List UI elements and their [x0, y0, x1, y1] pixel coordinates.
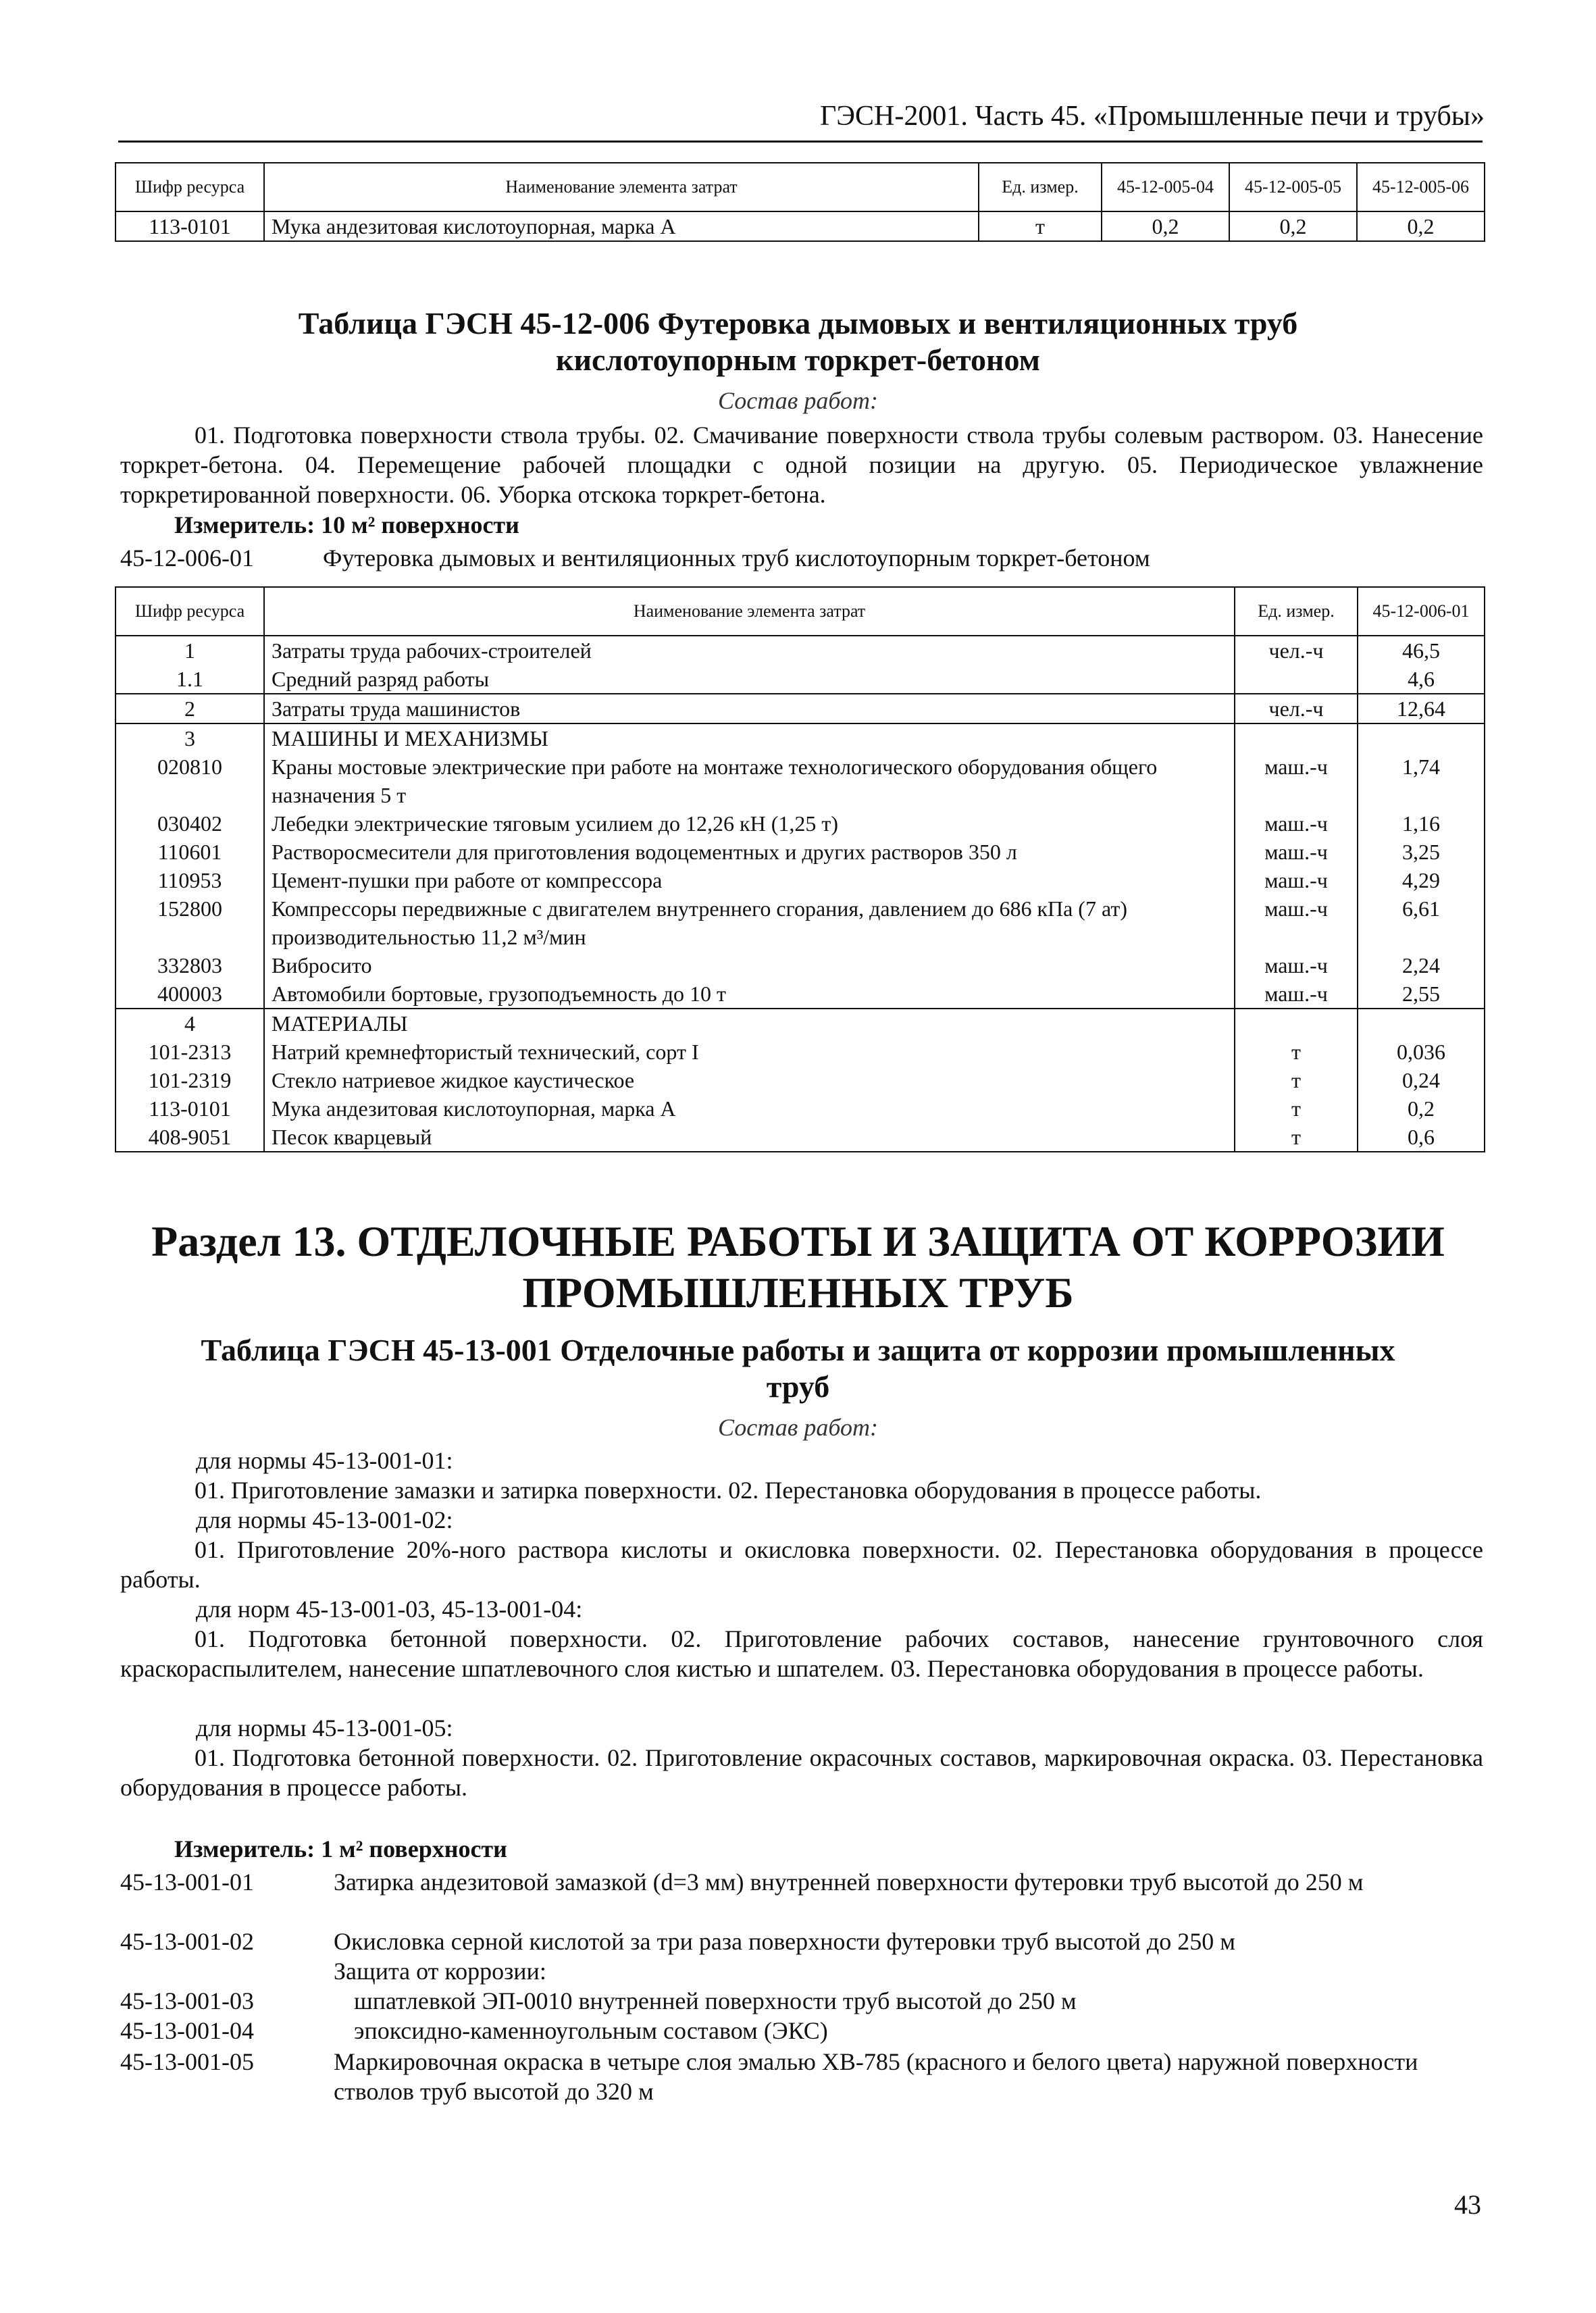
cell-name: Цемент-пушки при работе от компрессора — [264, 866, 1235, 894]
cell-value: 1,74 — [1358, 753, 1485, 809]
header-name: Наименование элемента затрат — [264, 587, 1235, 636]
cell-code: 113-0101 — [115, 211, 264, 241]
composition-subhead: для нормы 45-13-001-05: — [196, 1714, 453, 1742]
cell-value: 0,2 — [1358, 1094, 1485, 1123]
table-row — [115, 894, 1485, 951]
cell-code: 2 — [115, 694, 264, 723]
table-row — [115, 951, 1485, 980]
cell-name: МАШИНЫ И МЕХАНИЗМЫ — [264, 723, 1235, 753]
header-norm: 45-12-005-06 — [1357, 163, 1485, 211]
cell-unit: т — [979, 211, 1102, 241]
cell-unit: маш.-ч — [1235, 980, 1358, 1009]
cell-code: 152800 — [115, 894, 264, 951]
running-head: ГЭСН-2001. Часть 45. «Промышленные печи и трубы» — [819, 101, 1485, 132]
table-title-line: Таблица ГЭСН 45-13-001 Отделочные работы и защита от коррозии промышленных — [201, 1333, 1395, 1367]
table-title-line: кислотоупорным торкрет-бетоном — [556, 342, 1040, 377]
table-row — [115, 723, 1485, 753]
table-row — [115, 665, 1485, 694]
norm-code: 45-13-001-05 — [120, 2048, 254, 2075]
cell-name: Растворосмесители для приготовления водоцементных и других растворов 350 л — [264, 838, 1235, 866]
cell-unit: маш.-ч — [1235, 809, 1358, 838]
cell-unit — [1235, 723, 1358, 753]
cell-value: 3,25 — [1358, 838, 1485, 866]
cell-value — [1358, 1009, 1485, 1038]
cell-unit: маш.-ч — [1235, 838, 1358, 866]
composition-subhead: для норм 45-13-001-03, 45-13-001-04: — [196, 1596, 583, 1623]
norm-entry — [120, 1927, 1483, 1956]
norm-group — [120, 1956, 1483, 1986]
table-row — [115, 1094, 1485, 1123]
norm-entry — [120, 1986, 1483, 2016]
table-row — [115, 694, 1485, 723]
norm-code: 45-12-006-01 — [120, 544, 254, 571]
header-code: Шифр ресурса — [115, 587, 264, 636]
cell-name: Мука андезитовая кислотоупорная, марка А — [264, 211, 979, 241]
table-row — [115, 838, 1485, 866]
norm-code: 45-13-001-02 — [120, 1928, 254, 1955]
header-rule — [118, 141, 1483, 143]
cell-name: Затраты труда рабочих-строителей — [264, 636, 1235, 665]
cell-unit — [1235, 1009, 1358, 1038]
header-code: Шифр ресурса — [115, 163, 264, 211]
table-row — [115, 211, 1485, 241]
norm-text: Маркировочная окраска в четыре слоя эмалью ХВ-785 (красного и белого цвета) наружной поверхности стволов труб высотой до 320 м — [334, 2048, 1418, 2105]
resource-table-45-12-006 — [115, 586, 1485, 1152]
table-row — [115, 1009, 1485, 1038]
norm-text: Футеровка дымовых и вентиляционных труб кислотоупорным торкрет-бетоном — [323, 544, 1150, 571]
cell-value: 0,6 — [1358, 1123, 1485, 1152]
table-body — [115, 636, 1485, 1152]
cell-code: 408-9051 — [115, 1123, 264, 1152]
table-row — [115, 809, 1485, 838]
header-norm: 45-12-005-05 — [1229, 163, 1357, 211]
measure-unit: Измеритель: 10 м² поверхности — [174, 511, 519, 538]
cell-name: Натрий кремнефтористый технический, сорт I — [264, 1038, 1235, 1066]
cell-value: 1,16 — [1358, 809, 1485, 838]
composition-label: Состав работ: — [718, 1414, 878, 1441]
norm-entry — [120, 543, 1483, 573]
norm-group-label: Защита от коррозии: — [334, 1958, 546, 1985]
cell-unit: т — [1235, 1066, 1358, 1094]
composition-subhead: для нормы 45-13-001-02: — [196, 1506, 453, 1533]
measure-unit: Измеритель: 1 м² поверхности — [174, 1835, 507, 1862]
cell-value: 6,61 — [1358, 894, 1485, 951]
cell-value: 0,2 — [1102, 211, 1229, 241]
cell-code: 113-0101 — [115, 1094, 264, 1123]
cell-value: 12,64 — [1358, 694, 1485, 723]
composition-text: 01. Приготовление замазки и затирка поверхности. 02. Перестановка оборудования в процессе работы. — [195, 1477, 1262, 1504]
cell-code: 110601 — [115, 838, 264, 866]
cell-code: 110953 — [115, 866, 264, 894]
cell-value: 0,2 — [1229, 211, 1357, 241]
table-row — [115, 1038, 1485, 1066]
composition-subhead: для нормы 45-13-001-01: — [196, 1447, 453, 1474]
section-title — [0, 1216, 1596, 1319]
table-row — [115, 866, 1485, 894]
cell-unit: маш.-ч — [1235, 894, 1358, 951]
cell-code: 1 — [115, 636, 264, 665]
cell-name: Затраты труда машинистов — [264, 694, 1235, 723]
norm-entry — [120, 2047, 1483, 2106]
table-title-line: Таблица ГЭСН 45-12-006 Футеровка дымовых и вентиляционных труб — [298, 306, 1298, 340]
table-row — [115, 1123, 1485, 1152]
cell-value: 2,55 — [1358, 980, 1485, 1009]
cell-code: 4 — [115, 1009, 264, 1038]
cell-name: Вибросито — [264, 951, 1235, 980]
norm-code: 45-13-001-01 — [120, 1869, 254, 1896]
table-row — [115, 1066, 1485, 1094]
cell-value: 46,5 — [1358, 636, 1485, 665]
norm-text: шпатлевкой ЭП-0010 внутренней поверхности труб высотой до 250 м — [354, 1987, 1077, 2014]
composition-text: 01. Подготовка бетонной поверхности. 02. Приготовление рабочих составов, нанесение грунтовочного слоя краскораспылителем, нанесение шпатлевочного слоя кистью и шпателем. 03. Перестановка оборудования в процессе работы. — [120, 1625, 1483, 1682]
norm-text: эпоксидно-каменноугольным составом (ЭКС) — [354, 2017, 828, 2044]
cell-code: 101-2313 — [115, 1038, 264, 1066]
cell-unit: чел.-ч — [1235, 636, 1358, 665]
norm-text: Затирка андезитовой замазкой (d=3 мм) внутренней поверхности футеровки труб высотой до 250 м — [334, 1869, 1364, 1896]
table-row — [115, 636, 1485, 665]
cell-unit — [1235, 665, 1358, 694]
norm-code: 45-13-001-04 — [120, 2017, 254, 2044]
cell-code: 1.1 — [115, 665, 264, 694]
resource-table-45-12-005 — [115, 162, 1485, 242]
cell-unit: чел.-ч — [1235, 694, 1358, 723]
cell-value: 4,6 — [1358, 665, 1485, 694]
norm-entry — [120, 1867, 1483, 1927]
table-row — [115, 753, 1485, 809]
norm-code: 45-13-001-03 — [120, 1987, 254, 2014]
cell-unit: маш.-ч — [1235, 951, 1358, 980]
header-norm: 45-12-005-04 — [1102, 163, 1229, 211]
cell-unit: т — [1235, 1038, 1358, 1066]
cell-unit: маш.-ч — [1235, 753, 1358, 809]
header-unit: Ед. измер. — [1235, 587, 1358, 636]
cell-name: Средний разряд работы — [264, 665, 1235, 694]
cell-value: 4,29 — [1358, 866, 1485, 894]
table-row — [115, 980, 1485, 1009]
cell-name: МАТЕРИАЛЫ — [264, 1009, 1235, 1038]
cell-name: Лебедки электрические тяговым усилием до 12,26 кН (1,25 т) — [264, 809, 1235, 838]
cell-code: 400003 — [115, 980, 264, 1009]
table-title-line: труб — [766, 1369, 830, 1404]
composition-label: Состав работ: — [718, 387, 878, 414]
cell-name: Автомобили бортовые, грузоподъемность до 10 т — [264, 980, 1235, 1009]
cell-code: 030402 — [115, 809, 264, 838]
composition-text: 01. Подготовка бетонной поверхности. 02. Приготовление окрасочных составов, маркировочная окраска. 03. Перестановка оборудования в процессе работы. — [120, 1744, 1483, 1801]
cell-unit: маш.-ч — [1235, 866, 1358, 894]
cell-code: 332803 — [115, 951, 264, 980]
norm-entry — [120, 2016, 1483, 2045]
cell-code: 3 — [115, 723, 264, 753]
composition-text: 01. Приготовление 20%-ного раствора кислоты и окисловка поверхности. 02. Перестановка оборудования в процессе работы. — [120, 1536, 1483, 1593]
cell-name: Песок кварцевый — [264, 1123, 1235, 1152]
cell-name: Мука андезитовая кислотоупорная, марка А — [264, 1094, 1235, 1123]
cell-unit: т — [1235, 1094, 1358, 1123]
cell-value: 0,2 — [1357, 211, 1485, 241]
cell-code: 101-2319 — [115, 1066, 264, 1094]
cell-value: 2,24 — [1358, 951, 1485, 980]
page-number: 43 — [1454, 2189, 1481, 2220]
cell-value: 0,036 — [1358, 1038, 1485, 1066]
table-title — [0, 1332, 1596, 1405]
cell-value — [1358, 723, 1485, 753]
cell-unit: т — [1235, 1123, 1358, 1152]
composition-text: 01. Подготовка поверхности ствола трубы. 02. Смачивание поверхности ствола трубы солевым раствором. 03. Нанесение торкрет-бетона. 04. Перемещение рабочей площадки с одной позиции на другую. 05. Периодическое увлажнение торкретированной поверхности. 06. Уборка отскока торкрет-бетона. — [120, 422, 1483, 508]
header-unit: Ед. измер. — [979, 163, 1102, 211]
cell-code: 020810 — [115, 753, 264, 809]
cell-name: Стекло натриевое жидкое каустическое — [264, 1066, 1235, 1094]
section-title-line: Раздел 13. ОТДЕЛОЧНЫЕ РАБОТЫ И ЗАЩИТА ОТ КОРРОЗИИ — [151, 1217, 1445, 1265]
table-title — [0, 305, 1596, 378]
section-title-line: ПРОМЫШЛЕННЫХ ТРУБ — [522, 1269, 1074, 1317]
norm-text: Окисловка серной кислотой за три раза поверхности футеровки труб высотой до 250 м — [334, 1928, 1236, 1955]
cell-value: 0,24 — [1358, 1066, 1485, 1094]
cell-name: Краны мостовые электрические при работе на монтаже технологического оборудования общего назначения 5 т — [264, 753, 1235, 809]
header-name: Наименование элемента затрат — [264, 163, 979, 211]
header-norm: 45-12-006-01 — [1358, 587, 1485, 636]
cell-name: Компрессоры передвижные с двигателем внутреннего сгорания, давлением до 686 кПа (7 ат) производительностью 11,2 м³/мин — [264, 894, 1235, 951]
